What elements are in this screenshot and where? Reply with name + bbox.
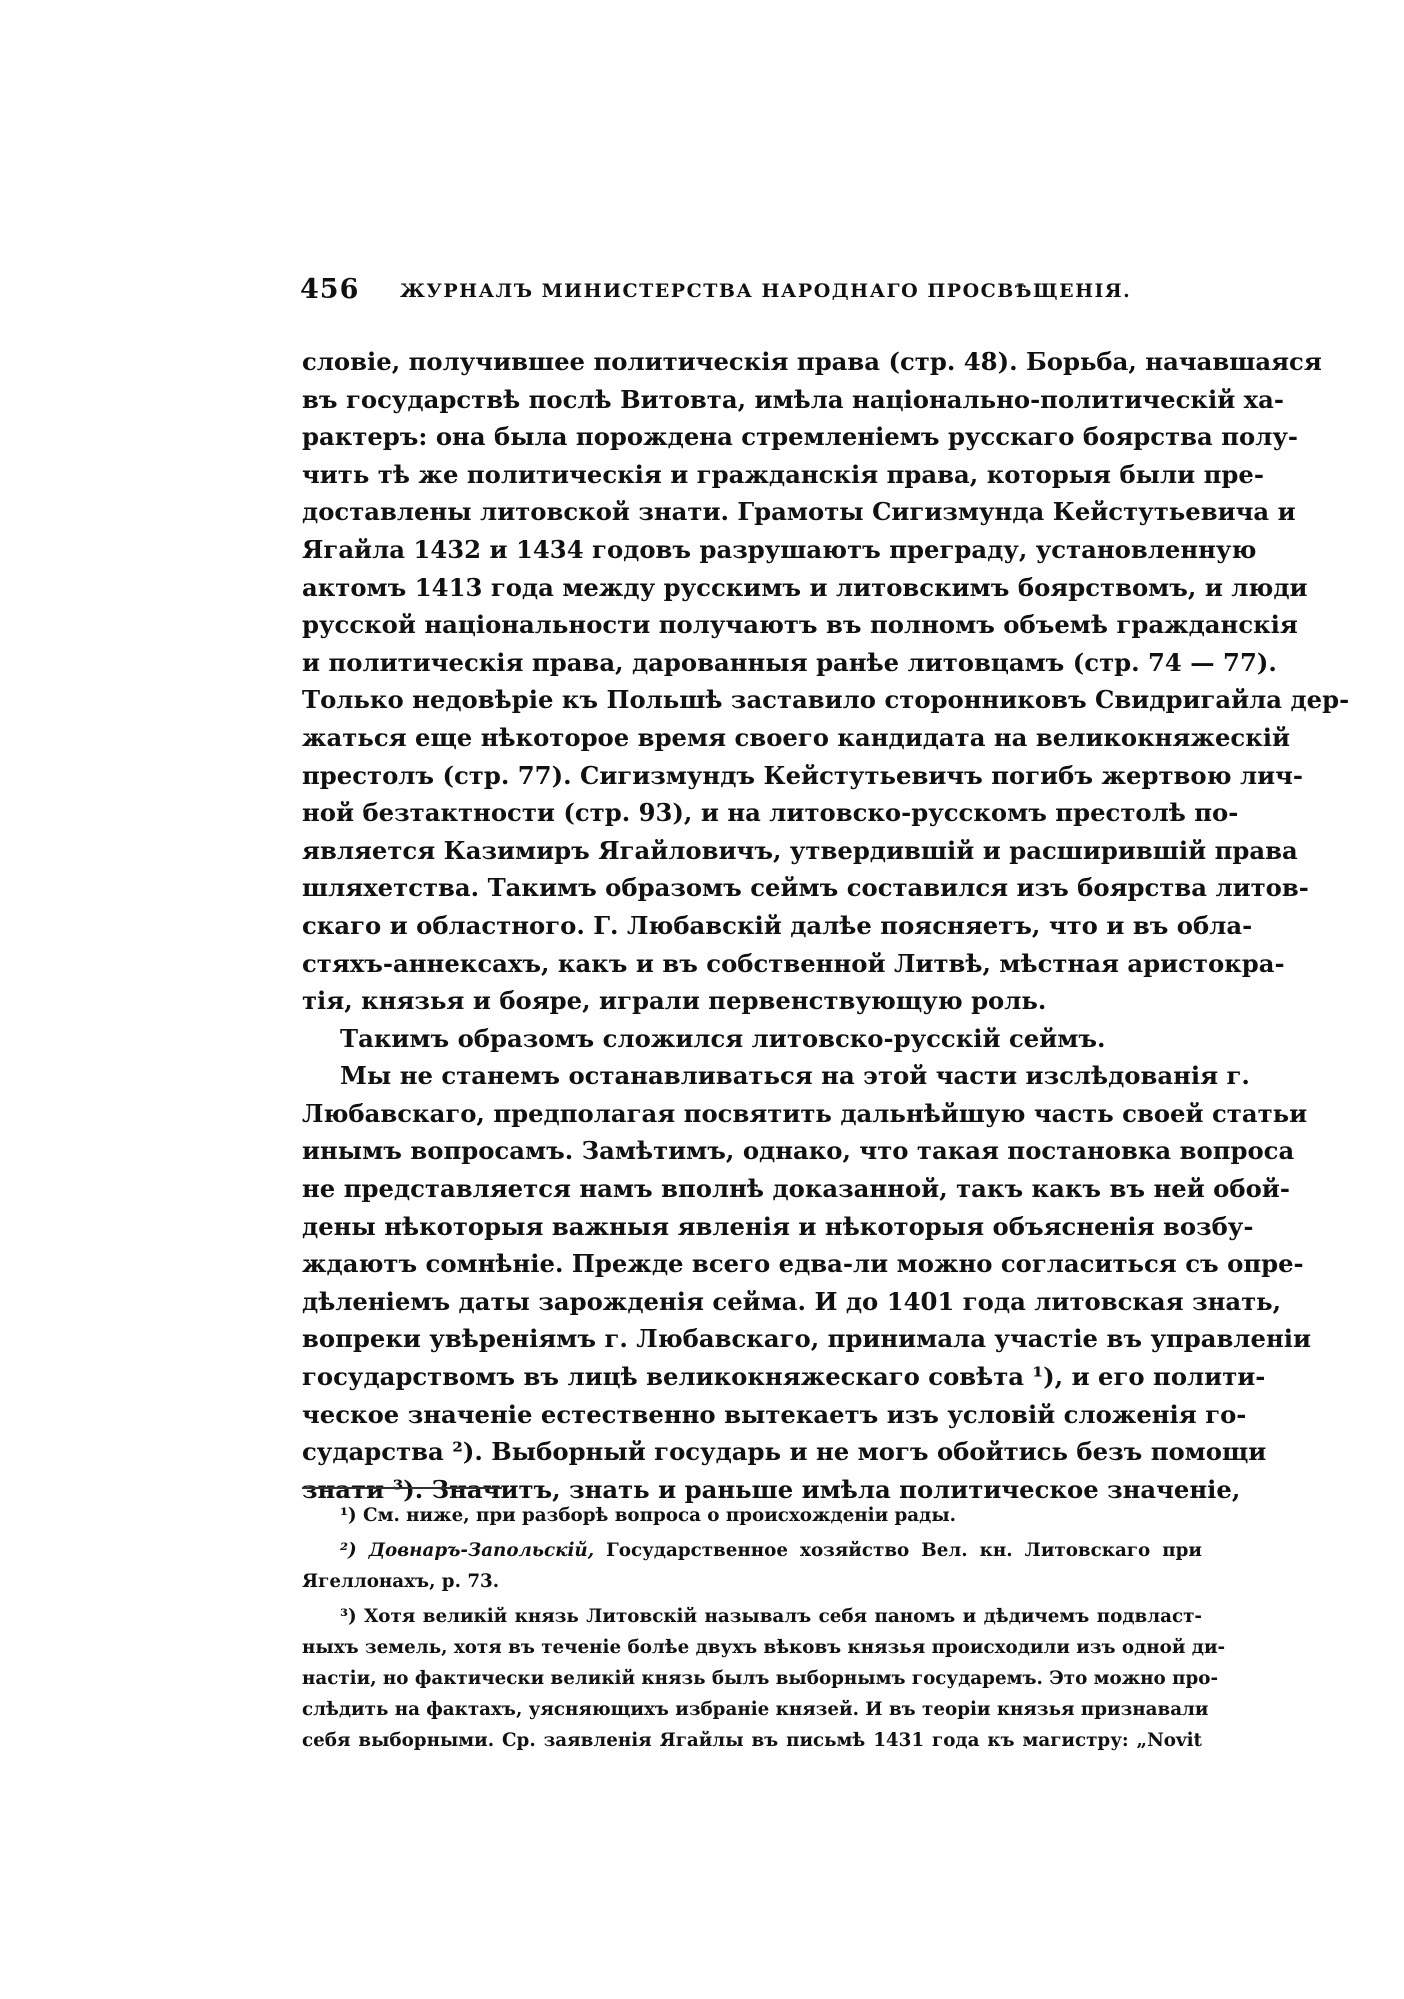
footnote-3-line: ныхъ земель, хотя въ теченіе болѣе двухъ вѣковъ князья происходили изъ одной ди- bbox=[302, 1637, 1226, 1658]
text-line: дѣленіемъ даты зарожденія сейма. И до 1401 года литовская знать, bbox=[302, 1286, 1282, 1316]
text-line: вопреки увѣреніямъ г. Любавскаго, принимала участіе въ управленіи bbox=[302, 1324, 1312, 1354]
footnote-3-line: себя выборными. Ср. заявленія Ягайлы въ письмѣ 1431 года къ магистру: „Novit bbox=[302, 1730, 1202, 1751]
text-line: стяхъ-аннексахъ, какъ и въ собственной Литвѣ, мѣстная аристокра- bbox=[302, 948, 1285, 978]
footnotes bbox=[302, 1500, 1226, 1756]
text-line: актомъ 1413 года между русскимъ и литовскимъ боярствомъ, и люди bbox=[302, 572, 1308, 602]
text-line: Мы не станемъ останавливаться на этой части изслѣдованія г. bbox=[340, 1061, 1250, 1091]
footnote-3-line: слѣдить на фактахъ, уясняющихъ избраніе князей. И въ теоріи князья признавали bbox=[302, 1699, 1209, 1720]
body-text bbox=[302, 343, 1350, 1508]
footnote-2 bbox=[302, 1535, 1202, 1566]
page-number: 456 bbox=[300, 274, 360, 305]
text-line: рактеръ: она была порождена стремленіемъ русскаго боярства полу- bbox=[302, 422, 1298, 452]
text-line: Такимъ образомъ сложился литовско-русскій сеймъ. bbox=[340, 1023, 1106, 1053]
footnote-1: ¹) См. ниже, при разборѣ вопроса о происхожденіи рады. bbox=[340, 1505, 957, 1526]
text-line: дены нѣкоторыя важныя явленія и нѣкоторыя объясненія возбу- bbox=[302, 1211, 1254, 1241]
text-line: является Казимиръ Ягайловичъ, утвердившій и расширившій права bbox=[302, 835, 1298, 865]
text-line: Ягайла 1432 и 1434 годовъ разрушаютъ преграду, установленную bbox=[302, 534, 1257, 564]
text-line: тія, князья и бояре, играли первенствующую роль. bbox=[302, 986, 1047, 1016]
text-line: жаться еще нѣкоторое время своего кандидата на великокняжескій bbox=[302, 722, 1290, 752]
footnote-3-line: настіи, но фактически великій князь былъ выборнымъ государемъ. Это можно про- bbox=[302, 1668, 1219, 1689]
text-line: въ государствѣ послѣ Витовта, имѣла національно-политическій ха- bbox=[302, 384, 1284, 414]
footnote-2-author: ²) Довнаръ-Запольскій, bbox=[340, 1540, 595, 1561]
text-line: ждаютъ сомнѣніе. Прежде всего едва-ли можно согласиться съ опре- bbox=[302, 1249, 1304, 1279]
footnote-divider bbox=[302, 1487, 502, 1489]
text-line: престолъ (стр. 77). Сигизмундъ Кейстутьевичъ погибъ жертвою лич- bbox=[302, 760, 1303, 790]
text-line: сударства ²). Выборный государь и не могъ обойтись безъ помощи bbox=[302, 1437, 1267, 1467]
text-line: ческое значеніе естественно вытекаетъ изъ условій сложенія го- bbox=[302, 1399, 1247, 1429]
text-line: чить тѣ же политическія и гражданскія права, которыя были пре- bbox=[302, 459, 1264, 489]
text-line: Только недовѣріе къ Польшѣ заставило сторонниковъ Свидригайла дер- bbox=[302, 685, 1350, 715]
text-line: шляхетства. Такимъ образомъ сеймъ составился изъ боярства литов- bbox=[302, 873, 1309, 903]
text-line: скаго и областного. Г. Любавскій далѣе поясняетъ, что и въ обла- bbox=[302, 910, 1253, 940]
text-line: словіе, получившее политическія права (стр. 48). Борьба, начавшаяся bbox=[302, 347, 1322, 376]
text-line: государствомъ въ лицѣ великокняжескаго совѣта ¹), и его полити- bbox=[302, 1362, 1266, 1392]
text-line: Любавскаго, предполагая посвятить дальнѣйшую часть своей статьи bbox=[302, 1098, 1308, 1128]
text-line: не представляется намъ вполнѣ доказанной, такъ какъ въ ней обой- bbox=[302, 1174, 1290, 1204]
text-line: и политическія права, дарованныя ранѣе литовцамъ (стр. 74 — 77). bbox=[302, 647, 1277, 677]
text-line: знати ³). Значитъ, знать и раньше имѣла политическое значеніе, bbox=[302, 1474, 1241, 1504]
text-line: доставлены литовской знати. Грамоты Сигизмунда Кейстутьевича и bbox=[302, 497, 1296, 527]
footnote-2-text: Государственное хозяйство Вел. кн. Литовскаго при bbox=[594, 1540, 1202, 1561]
running-title: ЖУРНАЛЪ МИНИСТЕРСТВА НАРОДНАГО ПРОСВѢЩЕНІЯ. bbox=[400, 280, 1132, 302]
text-line: ной безтактности (стр. 93), и на литовско-русскомъ престолѣ по- bbox=[302, 798, 1239, 828]
text-line: русской національности получаютъ въ полномъ объемѣ гражданскія bbox=[302, 610, 1298, 640]
footnote-3: ³) Хотя великій князь Литовскій называлъ себя паномъ и дѣдичемъ подвласт- bbox=[340, 1606, 1202, 1627]
text-line: инымъ вопросамъ. Замѣтимъ, однако, что такая постановка вопроса bbox=[302, 1136, 1295, 1166]
footnote-2-line-2: Ягеллонахъ, р. 73. bbox=[302, 1571, 500, 1592]
page-header bbox=[300, 274, 1200, 314]
